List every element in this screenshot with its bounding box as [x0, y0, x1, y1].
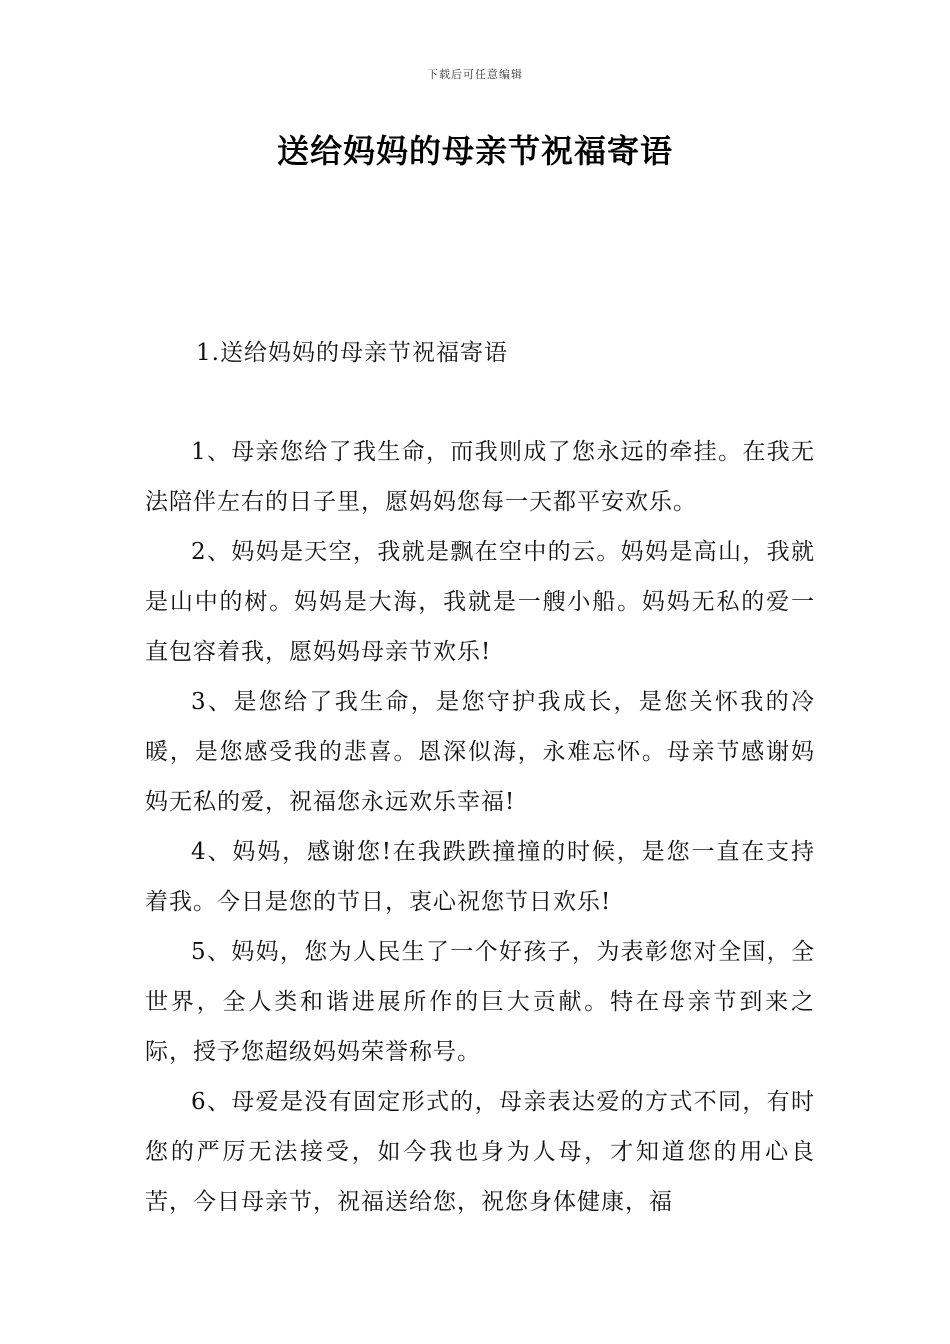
- paragraph-6: 6、母爱是没有固定形式的，母亲表达爱的方式不同，有时您的严厉无法接受，如今我也身为人母，才知道您的用心良苦，今日母亲节，祝福送给您，祝您身体健康，福: [145, 1089, 815, 1215]
- paragraph-3: 3、是您给了我生命，是您守护我成长，是您关怀我的冷暖，是您感受我的悲喜。恩深似海，永难忘怀。母亲节感谢妈妈无私的爱，祝福您永远欢乐幸福!: [145, 689, 815, 815]
- header-note: 下载后可任意编辑: [427, 68, 523, 81]
- section-heading: 1.送给妈妈的母亲节祝福寄语: [196, 340, 508, 366]
- paragraph-1: 1、母亲您给了我生命，而我则成了您永远的牵挂。在我无法陪伴左右的日子里，愿妈妈您每一天都平安欢乐。: [145, 439, 815, 515]
- paragraph-5: 5、妈妈，您为人民生了一个好孩子，为表彰您对全国，全世界，全人类和谐进展所作的巨大贡献。特在母亲节到来之际，授予您超级妈妈荣誉称号。: [145, 939, 815, 1065]
- body-text: [145, 427, 815, 1227]
- paragraph-4: 4、妈妈，感谢您!在我跌跌撞撞的时候，是您一直在支持着我。今日是您的节日，衷心祝您节日欢乐!: [145, 839, 815, 915]
- paragraph-2: 2、妈妈是天空，我就是飘在空中的云。妈妈是高山，我就是山中的树。妈妈是大海，我就是一艘小船。妈妈无私的爱一直包容着我，愿妈妈母亲节欢乐!: [145, 539, 815, 665]
- document-title: 送给妈妈的母亲节祝福寄语: [276, 132, 673, 170]
